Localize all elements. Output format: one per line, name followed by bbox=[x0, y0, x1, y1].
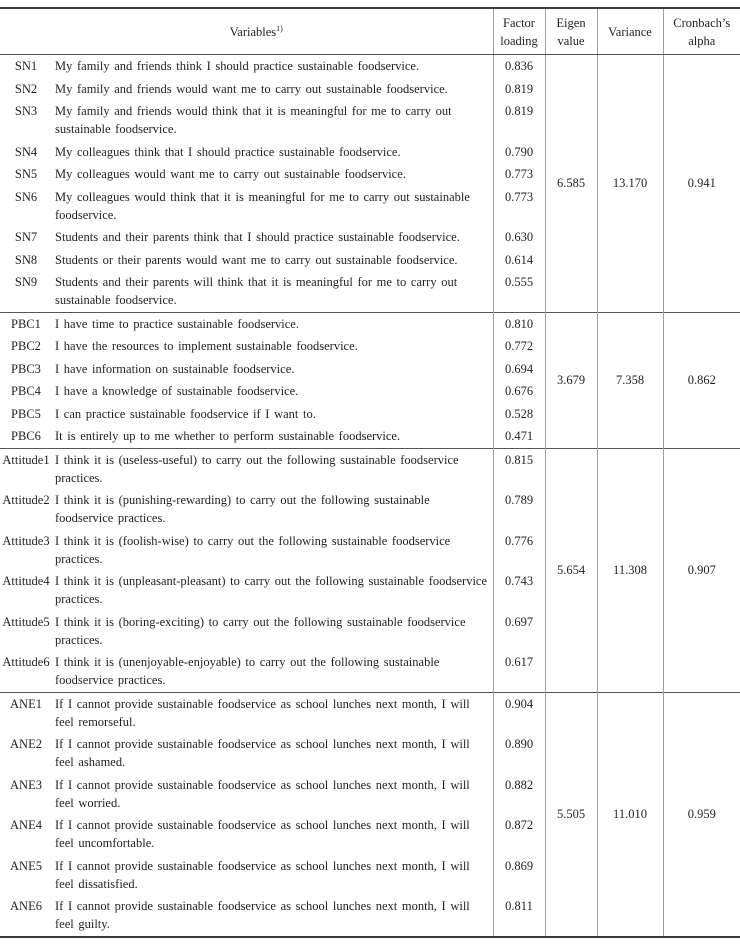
factor-loading: 0.772 bbox=[493, 335, 545, 358]
factor-loading: 0.836 bbox=[493, 55, 545, 78]
description-line: feel ashamed. bbox=[55, 755, 126, 769]
description-line: feel remorseful. bbox=[55, 714, 136, 729]
factor-loading: 0.617 bbox=[493, 651, 545, 692]
factor-loading: 0.882 bbox=[493, 774, 545, 815]
header-row bbox=[0, 8, 740, 55]
variable-description bbox=[52, 570, 493, 611]
variable-code: Attitude3 bbox=[2, 533, 50, 548]
eigen-value-header: Eigen value bbox=[545, 8, 597, 55]
variable-code: SN1 bbox=[14, 59, 38, 73]
table-row bbox=[0, 448, 740, 489]
variable-code: SN4 bbox=[14, 144, 38, 159]
factor-loading: 0.773 bbox=[493, 186, 545, 227]
description-line: Students and their parents will think that it is meaningful for me to carry out bbox=[55, 275, 458, 289]
description-line: My family and friends think I should practice sustainable foodservice. bbox=[55, 59, 420, 73]
variable-description bbox=[52, 249, 493, 272]
variable-code: ANE1 bbox=[0, 692, 52, 733]
variable-description bbox=[52, 425, 493, 448]
factor-loading: 0.743 bbox=[493, 570, 545, 611]
variable-description bbox=[52, 78, 493, 101]
variable-description bbox=[52, 733, 493, 774]
description-line: I think it is (unenjoyable-enjoyable) to carry out the following sustainable bbox=[55, 655, 440, 669]
variable-code: SN3 bbox=[14, 104, 38, 118]
factor-loading: 0.630 bbox=[493, 226, 545, 249]
variable-description bbox=[52, 358, 493, 381]
description-line: foodservice. bbox=[55, 207, 117, 222]
description-line: Students or their parents would want me to carry out sustainable foodservice. bbox=[55, 252, 458, 267]
variable-description bbox=[52, 611, 493, 652]
variable-description bbox=[52, 312, 493, 335]
table-row bbox=[0, 312, 740, 335]
factor-loading: 0.890 bbox=[493, 733, 545, 774]
factor-loading: 0.810 bbox=[493, 312, 545, 335]
factor-loading: 0.790 bbox=[493, 141, 545, 164]
variable-description bbox=[52, 163, 493, 186]
variable-description bbox=[52, 141, 493, 164]
description-line: foodservice practices. bbox=[55, 511, 166, 525]
description-line: practices. bbox=[55, 470, 103, 485]
description-line: I think it is (useless-useful) to carry out the following sustainable foodservice bbox=[55, 452, 459, 467]
description-line: If I cannot provide sustainable foodservice as school lunches next month, I will bbox=[55, 777, 470, 792]
description-line: My colleagues would want me to carry out sustainable foodservice. bbox=[55, 167, 406, 181]
eigen-value: 3.679 bbox=[545, 312, 597, 448]
description-line: feel dissatisfied. bbox=[55, 876, 138, 891]
variable-code: Attitude5 bbox=[2, 614, 50, 629]
variable-description bbox=[52, 100, 493, 141]
description-line: If I cannot provide sustainable foodservice as school lunches next month, I will bbox=[55, 737, 470, 751]
variable-code: Attitude1 bbox=[0, 448, 52, 489]
factor-loading: 0.471 bbox=[493, 425, 545, 448]
description-line: Students and their parents think that I should practice sustainable foodservice. bbox=[55, 230, 460, 244]
variable-code: Attitude2 bbox=[2, 493, 50, 507]
factor-loading: 0.789 bbox=[493, 489, 545, 530]
factor-loading: 0.773 bbox=[493, 163, 545, 186]
variable-description bbox=[52, 895, 493, 937]
description-line: foodservice practices. bbox=[55, 673, 166, 687]
variable-code: PBC4 bbox=[11, 384, 41, 398]
variable-code: PBC5 bbox=[11, 406, 41, 421]
variables-header-label: Variables bbox=[229, 24, 277, 39]
description-line: My colleagues think that I should practice sustainable foodservice. bbox=[55, 144, 401, 159]
description-line: If I cannot provide sustainable foodservice as school lunches next month, I will bbox=[55, 696, 470, 711]
description-line: My family and friends would want me to carry out sustainable foodservice. bbox=[55, 81, 448, 96]
description-line: I think it is (boring-exciting) to carry out the following sustainable foodservice bbox=[55, 614, 466, 629]
factor-loading: 0.872 bbox=[493, 814, 545, 855]
description-line: If I cannot provide sustainable foodservice as school lunches next month, I will bbox=[55, 858, 470, 873]
factor-loading: 0.819 bbox=[493, 100, 545, 141]
variance: 13.170 bbox=[597, 55, 663, 313]
description-line: I think it is (punishing-rewarding) to carry out the following sustainable bbox=[55, 493, 430, 507]
eigen-value: 5.505 bbox=[545, 692, 597, 937]
variable-description bbox=[52, 855, 493, 896]
description-line: sustainable foodservice. bbox=[55, 293, 177, 307]
variable-description bbox=[52, 271, 493, 312]
variable-description bbox=[52, 814, 493, 855]
factor-loading: 0.815 bbox=[493, 448, 545, 489]
factor-loading: 0.819 bbox=[493, 78, 545, 101]
variable-code: PBC2 bbox=[11, 339, 41, 353]
variable-code: ANE6 bbox=[10, 899, 42, 913]
variable-code: PBC6 bbox=[11, 429, 41, 443]
description-line: I think it is (unpleasant-pleasant) to carry out the following sustainable foodservice bbox=[55, 574, 488, 588]
cronbach-alpha: 0.959 bbox=[663, 692, 740, 937]
variables-header bbox=[0, 8, 493, 55]
description-line: practices. bbox=[55, 632, 103, 647]
table-row bbox=[0, 692, 740, 733]
variable-description bbox=[52, 489, 493, 530]
factor-loading: 0.869 bbox=[493, 855, 545, 896]
variable-code: Attitude4 bbox=[2, 574, 50, 588]
description-line: sustainable foodservice. bbox=[55, 122, 177, 136]
variable-code: ANE2 bbox=[10, 737, 42, 751]
factor-loading: 0.811 bbox=[493, 895, 545, 937]
variance-header: Variance bbox=[597, 8, 663, 55]
factor-loading: 0.904 bbox=[493, 692, 545, 733]
description-line: If I cannot provide sustainable foodservice as school lunches next month, I will bbox=[55, 818, 470, 832]
description-line: I think it is (foolish-wise) to carry out the following sustainable foodservice bbox=[55, 533, 451, 548]
description-line: feel guilty. bbox=[55, 917, 110, 931]
description-line: It is entirely up to me whether to perform sustainable foodservice. bbox=[55, 429, 401, 443]
description-line: I have time to practice sustainable foodservice. bbox=[55, 316, 299, 331]
variance: 11.010 bbox=[597, 692, 663, 937]
variable-code: PBC1 bbox=[0, 312, 52, 335]
factor-loading: 0.694 bbox=[493, 358, 545, 381]
variable-code: ANE5 bbox=[10, 858, 42, 873]
variable-code: ANE4 bbox=[10, 818, 42, 832]
description-line: I have a knowledge of sustainable foodservice. bbox=[55, 384, 299, 398]
variable-description bbox=[52, 380, 493, 403]
description-line: I can practice sustainable foodservice if I want to. bbox=[55, 406, 316, 421]
variable-description bbox=[52, 403, 493, 426]
factor-loading-header: Factor loading bbox=[493, 8, 545, 55]
eigen-value: 6.585 bbox=[545, 55, 597, 313]
variable-description bbox=[52, 651, 493, 692]
variable-code: Attitude6 bbox=[2, 655, 50, 669]
description-line: If I cannot provide sustainable foodservice as school lunches next month, I will bbox=[55, 899, 470, 913]
variable-description bbox=[52, 530, 493, 571]
cronbach-alpha: 0.941 bbox=[663, 55, 740, 313]
variable-code: ANE3 bbox=[10, 777, 42, 792]
cronbach-alpha: 0.862 bbox=[663, 312, 740, 448]
description-line: My family and friends would think that it is meaningful for me to carry out bbox=[55, 104, 452, 118]
variable-description bbox=[52, 774, 493, 815]
factor-loading: 0.614 bbox=[493, 249, 545, 272]
description-line: I have information on sustainable foodservice. bbox=[55, 361, 295, 376]
cronbach-alpha-header: Cronbach’s alpha bbox=[663, 8, 740, 55]
variable-code: SN9 bbox=[14, 275, 38, 289]
factor-loading: 0.676 bbox=[493, 380, 545, 403]
variable-description bbox=[52, 692, 493, 733]
description-line: feel worried. bbox=[55, 795, 121, 810]
variance: 11.308 bbox=[597, 448, 663, 692]
factor-loading: 0.776 bbox=[493, 530, 545, 571]
variable-code: SN5 bbox=[14, 167, 38, 181]
variable-code: SN2 bbox=[14, 81, 38, 96]
factor-loading: 0.697 bbox=[493, 611, 545, 652]
variable-code: PBC3 bbox=[11, 361, 41, 376]
table-row bbox=[0, 55, 740, 78]
variable-code: SN7 bbox=[14, 230, 38, 244]
variable-description bbox=[52, 448, 493, 489]
cronbach-alpha: 0.907 bbox=[663, 448, 740, 692]
variance: 7.358 bbox=[597, 312, 663, 448]
description-line: practices. bbox=[55, 592, 103, 606]
variable-description bbox=[52, 186, 493, 227]
factor-loading: 0.555 bbox=[493, 271, 545, 312]
variable-description bbox=[52, 226, 493, 249]
factor-analysis-table bbox=[0, 7, 740, 938]
description-line: feel uncomfortable. bbox=[55, 836, 155, 850]
variable-description bbox=[52, 335, 493, 358]
variable-description bbox=[52, 55, 493, 78]
variables-footnote-mark: 1) bbox=[276, 23, 283, 33]
factor-loading: 0.528 bbox=[493, 403, 545, 426]
description-line: My colleagues would think that it is meaningful for me to carry out sustainable bbox=[55, 189, 470, 204]
description-line: practices. bbox=[55, 551, 103, 566]
variable-code: SN8 bbox=[14, 252, 38, 267]
description-line: I have the resources to implement sustainable foodservice. bbox=[55, 339, 358, 353]
eigen-value: 5.654 bbox=[545, 448, 597, 692]
variable-code: SN6 bbox=[14, 189, 38, 204]
